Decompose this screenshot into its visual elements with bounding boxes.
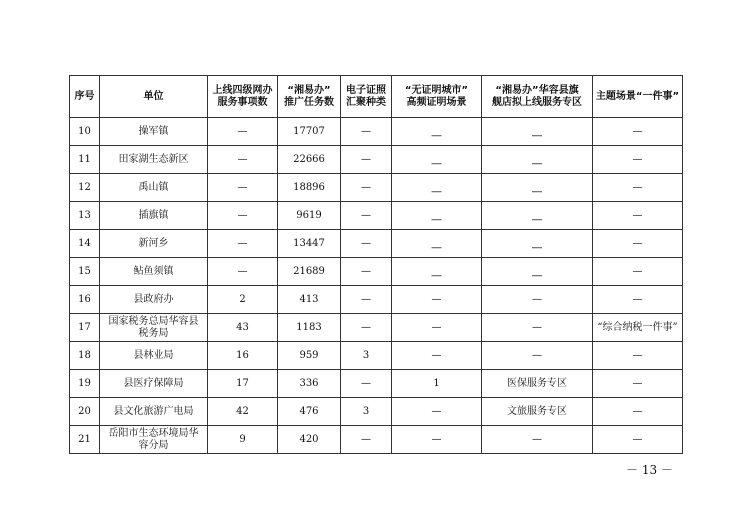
dash-mark: —: [531, 241, 543, 254]
dash-mark: —: [531, 185, 543, 198]
cell-no-proof-scenes: [392, 202, 482, 230]
header-online-services: 上线四级网办 服务事项数: [208, 76, 278, 118]
cell-service-zone: [482, 146, 593, 174]
dash-mark: —: [531, 213, 543, 226]
table-row: [70, 230, 683, 258]
cell-index: 19: [70, 370, 100, 398]
cell-e-certificates: 3: [341, 398, 392, 426]
cell-theme-scene: “综合纳税一件事”: [593, 314, 683, 342]
cell-no-proof-scenes: [392, 174, 482, 202]
cell-theme-scene: —: [593, 146, 683, 174]
cell-service-zone: 文旅服务专区: [482, 398, 593, 426]
cell-index: 15: [70, 258, 100, 286]
cell-e-certificates: —: [341, 370, 392, 398]
cell-e-certificates: —: [341, 202, 392, 230]
cell-e-certificates: —: [341, 118, 392, 146]
cell-unit: 田家湖生态新区: [100, 146, 208, 174]
cell-index: 17: [70, 314, 100, 342]
dash-mark: —: [531, 269, 543, 282]
header-no-proof-scenes: “无证明城市” 高频证明场景: [392, 76, 482, 118]
cell-e-certificates: —: [341, 286, 392, 314]
cell-index: 13: [70, 202, 100, 230]
cell-unit: 国家税务总局华容县 税务局: [100, 314, 208, 342]
cell-e-certificates: 3: [341, 342, 392, 370]
cell-no-proof-scenes: [392, 118, 482, 146]
dash-mark: —: [431, 213, 442, 226]
cell-unit: 县医疗保障局: [100, 370, 208, 398]
cell-unit: 县政府办: [100, 286, 208, 314]
cell-online-services: —: [208, 230, 278, 258]
cell-no-proof-scenes: —: [392, 286, 482, 314]
table-row: [70, 146, 683, 174]
cell-online-services: —: [208, 118, 278, 146]
cell-e-certificates: —: [341, 258, 392, 286]
cell-no-proof-scenes: [392, 230, 482, 258]
cell-e-certificates: —: [341, 146, 392, 174]
cell-e-certificates: —: [341, 174, 392, 202]
cell-online-services: 16: [208, 342, 278, 370]
table-row: [70, 370, 683, 398]
cell-theme-scene: —: [593, 342, 683, 370]
cell-service-zone: —: [482, 286, 593, 314]
cell-unit: 县文化旅游广电局: [100, 398, 208, 426]
cell-promotion-tasks: 413: [278, 286, 341, 314]
cell-index: 20: [70, 398, 100, 426]
cell-index: 14: [70, 230, 100, 258]
table-row: [70, 314, 683, 342]
cell-theme-scene: —: [593, 230, 683, 258]
cell-service-zone: [482, 118, 593, 146]
cell-index: 10: [70, 118, 100, 146]
table-body: [70, 118, 683, 454]
table-row: [70, 202, 683, 230]
table-row: [70, 426, 683, 454]
dash-mark: —: [531, 157, 543, 170]
cell-service-zone: [482, 258, 593, 286]
dash-mark: —: [431, 241, 442, 254]
cell-online-services: —: [208, 202, 278, 230]
cell-promotion-tasks: 959: [278, 342, 341, 370]
cell-theme-scene: —: [593, 286, 683, 314]
cell-index: 11: [70, 146, 100, 174]
cell-e-certificates: —: [341, 314, 392, 342]
cell-index: 21: [70, 426, 100, 454]
cell-online-services: 9: [208, 426, 278, 454]
cell-online-services: —: [208, 174, 278, 202]
cell-promotion-tasks: 18896: [278, 174, 341, 202]
cell-index: 18: [70, 342, 100, 370]
cell-no-proof-scenes: [392, 258, 482, 286]
cell-unit: 操军镇: [100, 118, 208, 146]
cell-no-proof-scenes: —: [392, 314, 482, 342]
dash-mark: —: [431, 185, 442, 198]
table-row: [70, 342, 683, 370]
table-row: [70, 286, 683, 314]
cell-promotion-tasks: 1183: [278, 314, 341, 342]
cell-promotion-tasks: 21689: [278, 258, 341, 286]
dash-mark: —: [431, 269, 442, 282]
cell-promotion-tasks: 17707: [278, 118, 341, 146]
cell-index: 12: [70, 174, 100, 202]
cell-index: 16: [70, 286, 100, 314]
cell-promotion-tasks: 336: [278, 370, 341, 398]
page-number: － 13 －: [626, 463, 673, 477]
cell-theme-scene: —: [593, 370, 683, 398]
cell-online-services: —: [208, 146, 278, 174]
cell-online-services: 17: [208, 370, 278, 398]
cell-unit: 插旗镇: [100, 202, 208, 230]
header-e-certificates: 电子证照 汇聚种类: [341, 76, 392, 118]
cell-promotion-tasks: 9619: [278, 202, 341, 230]
cell-theme-scene: —: [593, 118, 683, 146]
cell-unit: 岳阳市生态环境局华 容分局: [100, 426, 208, 454]
cell-service-zone: 医保服务专区: [482, 370, 593, 398]
cell-online-services: —: [208, 258, 278, 286]
cell-no-proof-scenes: —: [392, 398, 482, 426]
cell-service-zone: —: [482, 314, 593, 342]
table-header-row: [70, 76, 683, 118]
cell-no-proof-scenes: 1: [392, 370, 482, 398]
header-index: 序号: [70, 76, 100, 118]
cell-promotion-tasks: 420: [278, 426, 341, 454]
dash-mark: —: [531, 129, 543, 142]
dash-mark: —: [431, 157, 442, 170]
cell-online-services: 42: [208, 398, 278, 426]
table-row: [70, 258, 683, 286]
cell-unit: 禹山镇: [100, 174, 208, 202]
cell-theme-scene: —: [593, 202, 683, 230]
table-row: [70, 118, 683, 146]
header-unit: 单位: [100, 76, 208, 118]
cell-promotion-tasks: 476: [278, 398, 341, 426]
cell-e-certificates: —: [341, 230, 392, 258]
dash-mark: —: [431, 129, 442, 142]
header-promotion-tasks: “湘易办” 推广任务数: [278, 76, 341, 118]
cell-service-zone: —: [482, 342, 593, 370]
cell-service-zone: [482, 174, 593, 202]
cell-unit: 新河乡: [100, 230, 208, 258]
cell-online-services: 2: [208, 286, 278, 314]
header-theme-scene: 主题场景“一件事”: [593, 76, 683, 118]
cell-promotion-tasks: 22666: [278, 146, 341, 174]
cell-theme-scene: —: [593, 174, 683, 202]
cell-service-zone: —: [482, 426, 593, 454]
table-row: [70, 174, 683, 202]
cell-promotion-tasks: 13447: [278, 230, 341, 258]
cell-theme-scene: —: [593, 426, 683, 454]
cell-no-proof-scenes: —: [392, 426, 482, 454]
cell-theme-scene: —: [593, 398, 683, 426]
cell-unit: 县林业局: [100, 342, 208, 370]
cell-no-proof-scenes: —: [392, 342, 482, 370]
data-table: [69, 75, 683, 454]
cell-e-certificates: —: [341, 426, 392, 454]
cell-unit: 鲇鱼须镇: [100, 258, 208, 286]
cell-service-zone: [482, 230, 593, 258]
cell-service-zone: [482, 202, 593, 230]
table-row: [70, 398, 683, 426]
cell-theme-scene: —: [593, 258, 683, 286]
cell-no-proof-scenes: [392, 146, 482, 174]
cell-online-services: 43: [208, 314, 278, 342]
header-service-zone: “湘易办”华容县旗 舰店拟上线服务专区: [482, 76, 593, 118]
